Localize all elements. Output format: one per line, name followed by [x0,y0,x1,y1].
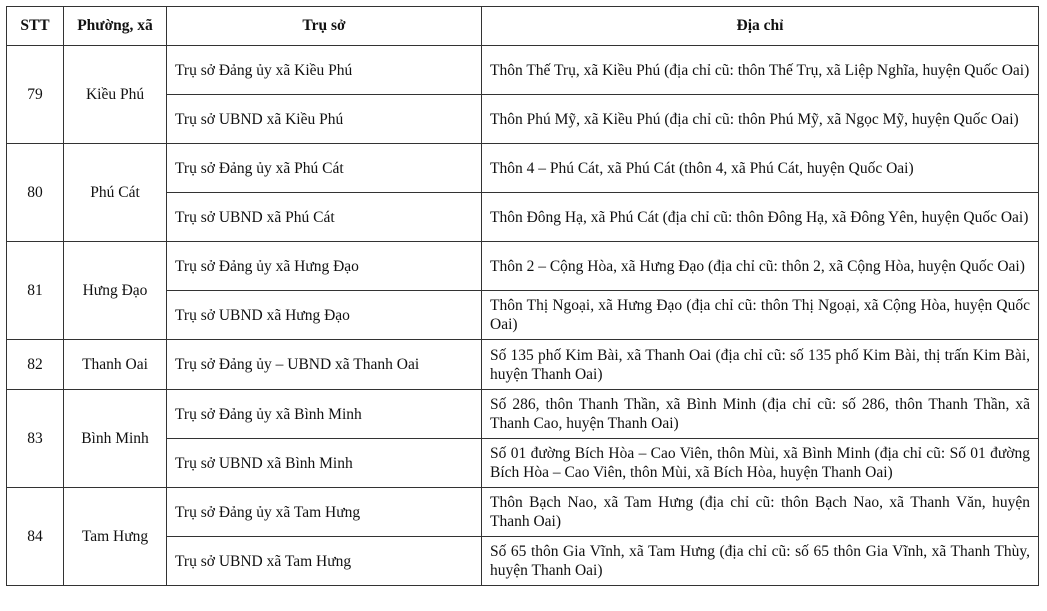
header-address: Địa chỉ [482,7,1039,46]
office-cell: Trụ sở UBND xã Hưng Đạo [167,291,482,340]
ward-cell: Bình Minh [64,390,167,488]
stt-cell: 83 [7,390,64,488]
ward-cell: Tam Hưng [64,488,167,586]
address-cell: Thôn Đông Hạ, xã Phú Cát (địa chỉ cũ: thôn Đông Hạ, xã Đông Yên, huyện Quốc Oai) [482,193,1039,242]
table-row [7,46,1039,95]
table-row [7,242,1039,291]
stt-cell: 84 [7,488,64,586]
address-cell: Thôn Bạch Nao, xã Tam Hưng (địa chỉ cũ: thôn Bạch Nao, xã Thanh Văn, huyện Thanh Oai) [482,488,1039,537]
stt-cell: 80 [7,144,64,242]
ward-cell: Phú Cát [64,144,167,242]
table-row [7,144,1039,193]
address-cell: Thôn 4 – Phú Cát, xã Phú Cát (thôn 4, xã Phú Cát, huyện Quốc Oai) [482,144,1039,193]
office-cell: Trụ sở UBND xã Kiều Phú [167,95,482,144]
table-row [7,340,1039,390]
ward-cell: Hưng Đạo [64,242,167,340]
table-row [7,390,1039,439]
ward-cell: Thanh Oai [64,340,167,390]
stt-cell: 79 [7,46,64,144]
ward-cell: Kiều Phú [64,46,167,144]
office-cell: Trụ sở Đảng ủy xã Hưng Đạo [167,242,482,291]
address-cell: Thôn Thế Trụ, xã Kiều Phú (địa chỉ cũ: thôn Thế Trụ, xã Liệp Nghĩa, huyện Quốc Oai) [482,46,1039,95]
address-cell: Số 135 phố Kim Bài, xã Thanh Oai (địa chỉ cũ: số 135 phố Kim Bài, thị trấn Kim Bài, huyện Thanh Oai) [482,340,1039,390]
header-stt: STT [7,7,64,46]
table-row [7,488,1039,537]
address-cell: Thôn Thị Ngoại, xã Hưng Đạo (địa chỉ cũ: thôn Thị Ngoại, xã Cộng Hòa, huyện Quốc Oai) [482,291,1039,340]
office-cell: Trụ sở UBND xã Tam Hưng [167,537,482,586]
office-cell: Trụ sở Đảng ủy xã Phú Cát [167,144,482,193]
address-cell: Số 286, thôn Thanh Thần, xã Bình Minh (địa chỉ cũ: số 286, thôn Thanh Thần, xã Thanh Cao, huyện Thanh Oai) [482,390,1039,439]
office-cell: Trụ sở Đảng ủy xã Tam Hưng [167,488,482,537]
header-ward: Phường, xã [64,7,167,46]
office-cell: Trụ sở Đảng ủy – UBND xã Thanh Oai [167,340,482,390]
stt-cell: 82 [7,340,64,390]
stt-cell: 81 [7,242,64,340]
address-cell: Thôn Phú Mỹ, xã Kiều Phú (địa chỉ cũ: thôn Phú Mỹ, xã Ngọc Mỹ, huyện Quốc Oai) [482,95,1039,144]
address-cell: Số 65 thôn Gia Vĩnh, xã Tam Hưng (địa chỉ cũ: số 65 thôn Gia Vĩnh, xã Thanh Thùy, huyện Thanh Oai) [482,537,1039,586]
office-cell: Trụ sở UBND xã Phú Cát [167,193,482,242]
office-cell: Trụ sở UBND xã Bình Minh [167,439,482,488]
office-cell: Trụ sở Đảng ủy xã Kiều Phú [167,46,482,95]
office-address-table [6,6,1039,586]
office-cell: Trụ sở Đảng ủy xã Bình Minh [167,390,482,439]
header-office: Trụ sở [167,7,482,46]
address-cell: Thôn 2 – Cộng Hòa, xã Hưng Đạo (địa chỉ cũ: thôn 2, xã Cộng Hòa, huyện Quốc Oai) [482,242,1039,291]
header-row [7,7,1039,46]
address-cell: Số 01 đường Bích Hòa – Cao Viên, thôn Mùi, xã Bình Minh (địa chỉ cũ: Số 01 đường Bích Hòa – Cao Viên, thôn Mùi, xã Bích Hòa, huyện Thanh Oai) [482,439,1039,488]
